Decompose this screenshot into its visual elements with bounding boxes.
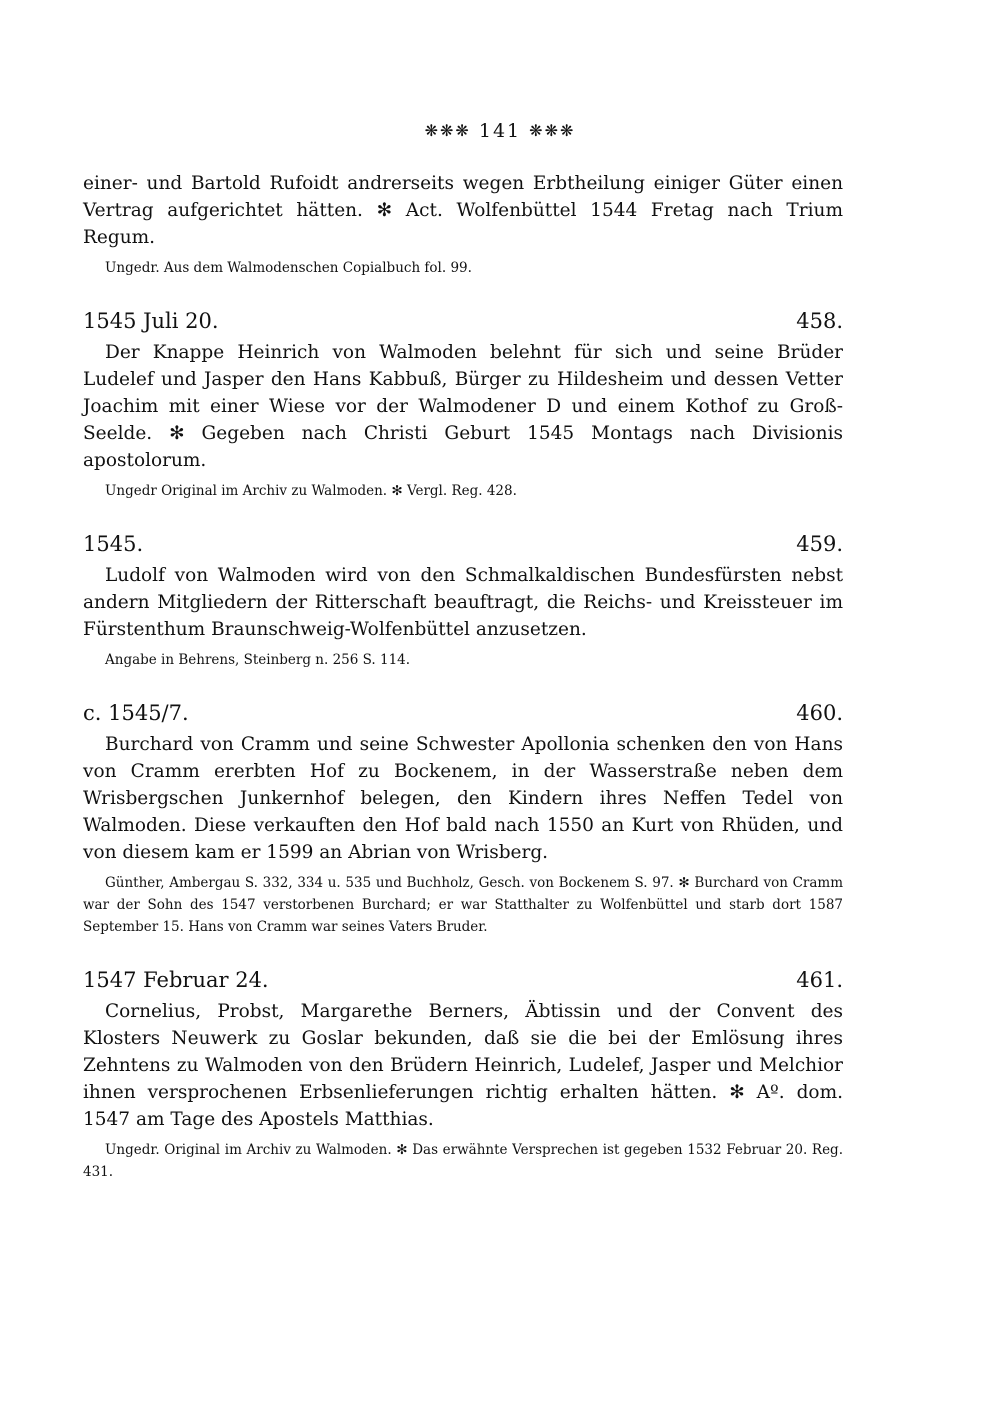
entry-number: 458. — [796, 309, 843, 333]
entry-date: c. 1545/7. — [83, 701, 189, 725]
continuation-note: Ungedr. Aus dem Walmodenschen Copialbuch fol. 99. — [105, 260, 472, 276]
entry-note: Günther, Ambergau S. 332, 334 u. 535 und Buchholz, Gesch. von Bockenem S. 97. ✻ Burchard von Cramm war der Sohn des 1547 verstorbenen Burchard; er war Statthalter zu Wolfenbüttel und starb dort 1587 September 15. Hans von Cramm war seines Vaters Bruder. — [83, 875, 843, 935]
entry-heading — [83, 701, 843, 725]
regest-entry-458 — [83, 309, 843, 502]
entry-text: Cornelius, Probst, Margarethe Berners, Äbtissin und der Convent des Klosters Neuwerk zu Goslar bekunden, daß sie die bei der Emlösung ihres Zehntens zu Walmoden von den Brüdern Heinrich, Ludelef, Jasper und Melchior ihnen versprochenen Erbsenlieferungen richtig erhalten hätten. ✻ Aº. dom. 1547 am Tage des Apostels Matthias. — [83, 1001, 843, 1130]
entry-heading — [83, 968, 843, 992]
entry-number: 459. — [796, 532, 843, 556]
entry-note: Ungedr Original im Archiv zu Walmoden. ✻ Vergl. Reg. 428. — [105, 483, 517, 499]
regest-entry-461 — [83, 968, 843, 1183]
entry-number: 461. — [796, 968, 843, 992]
entry-note: Angabe in Behrens, Steinberg n. 256 S. 114. — [105, 652, 411, 668]
entry-text: Ludolf von Walmoden wird von den Schmalkaldischen Bundesfürsten nebst andern Mitgliedern der Ritterschaft beauftragt, die Reichs- und Kreissteuer im Fürstenthum Braunschweig-Wolfenbüttel anzusetzen. — [83, 565, 843, 640]
entry-heading — [83, 309, 843, 333]
page-number: 141 — [478, 120, 522, 142]
entry-date: 1545. — [83, 532, 144, 556]
entry-note: Ungedr. Original im Archiv zu Walmoden. ✻ Das erwähnte Versprechen ist gegeben 1532 Februar 20. Reg. 431. — [83, 1142, 843, 1180]
entry-number: 460. — [796, 701, 843, 725]
page-header — [0, 120, 1000, 142]
ornament-right-icon: ❋❋❋ — [529, 121, 576, 140]
entry-date: 1545 Juli 20. — [83, 309, 219, 333]
regest-entry-459 — [83, 532, 843, 671]
continuation-text: einer- und Bartold Rufoidt andrerseits wegen Erbtheilung einiger Güter einen Vertrag aufgerichtet hätten. ✻ Act. Wolfenbüttel 1544 Fretag nach Trium Regum. — [83, 173, 843, 248]
page-content — [83, 170, 843, 1183]
ornament-left-icon: ❋❋❋ — [424, 121, 471, 140]
entry-text: Burchard von Cramm und seine Schwester Apollonia schenken den von Hans von Cramm ererbten Hof zu Bockenem, in der Wasserstraße neben dem Wrisbergschen Junkernhof belegen, den Kindern ihres Neffen Tedel von Walmoden. Diese verkauften den Hof bald nach 1550 an Kurt von Rhüden, und von diesem kam er 1599 an Abrian von Wrisberg. — [83, 734, 843, 863]
regest-entry-460 — [83, 701, 843, 938]
entry-text: Der Knappe Heinrich von Walmoden belehnt für sich und seine Brüder Ludelef und Jasper den Hans Kabbuß, Bürger zu Hildesheim und dessen Vetter Joachim mit einer Wiese vor der Walmodener D und einem Kothof zu Groß-Seelde. ✻ Gegeben nach Christi Geburt 1545 Montags nach Divisionis apostolorum. — [83, 342, 843, 471]
entry-date: 1547 Februar 24. — [83, 968, 269, 992]
entry-heading — [83, 532, 843, 556]
